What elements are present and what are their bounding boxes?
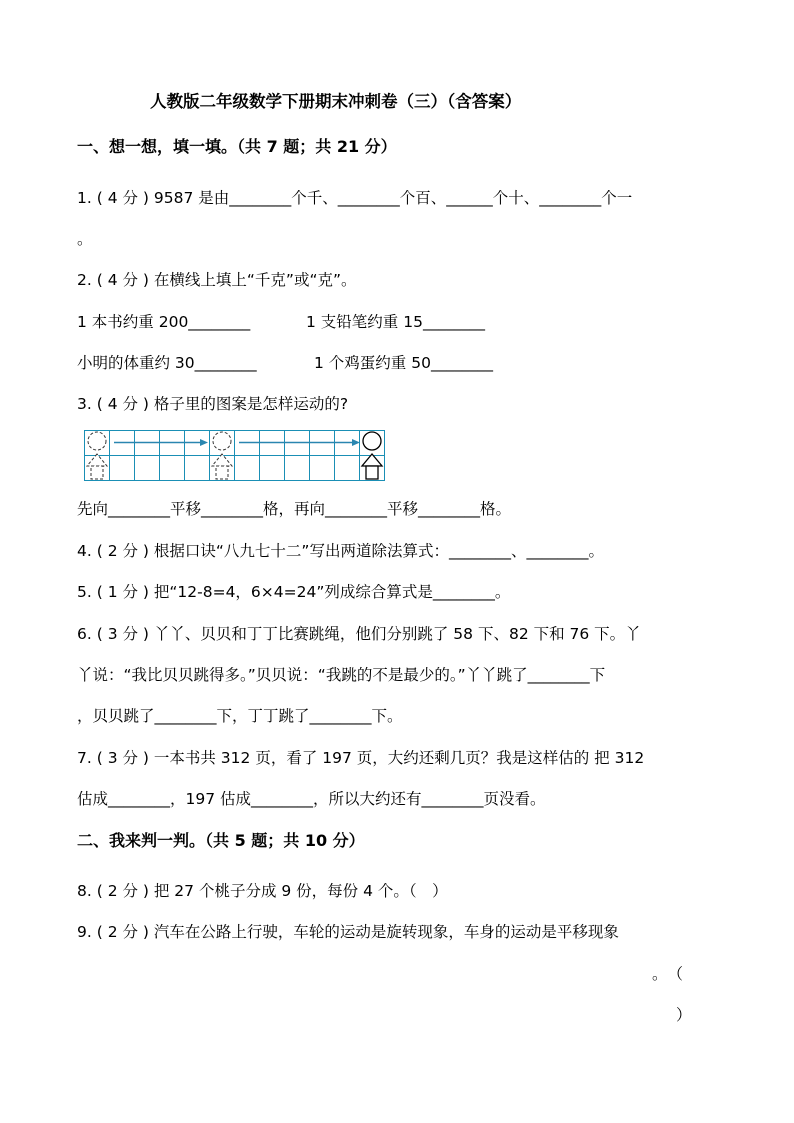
arrow-2-head <box>352 439 360 446</box>
question-9-line-1: 9. ( 2 分 ) 汽车在公路上行驶，车轮的运动是旋转现象，车身的运动是平移现象 <box>77 923 619 941</box>
page-title: 人教版二年级数学下册期末冲刺卷（三）（含答案） <box>150 92 522 111</box>
question-3-stem: 3. ( 4 分 ) 格子里的图案是怎样运动的? <box>77 395 349 413</box>
question-1-line-2: 。 <box>77 230 93 248</box>
question-9-line-2: 。 （ <box>652 965 684 983</box>
question-1-line-1: 1. ( 4 分 ) 9587 是由________个千、________个百、______个十、________个一 <box>77 189 633 207</box>
section-2-heading: 二、我来判一判。（共 5 题；共 10 分） <box>77 831 365 850</box>
question-8: 8. ( 2 分 ) 把 27 个桃子分成 9 份，每份 4 个。（ ） <box>77 882 448 900</box>
question-9-line-3: ） <box>676 1006 692 1024</box>
question-3-answer: 先向________平移________格，再向________平移________格。 <box>77 500 512 518</box>
question-2-item-b: 1 支铅笔约重 15________ <box>306 313 485 331</box>
grid-lines <box>84 430 385 481</box>
question-2-item-a: 1 本书约重 200________ <box>77 313 251 331</box>
movement-grid-figure <box>84 430 386 486</box>
question-6-line-1: 6. ( 3 分 ) 丫丫、贝贝和丁丁比赛跳绳，他们分别跳了 58 下、82 下和 76 下。丫 <box>77 625 641 643</box>
arrow-1-head <box>200 439 208 446</box>
question-6-line-2: 丫说：“我比贝贝跳得多。”贝贝说：“我跳的不是最少的。”丫丫跳了________下 <box>77 666 606 684</box>
section-1-heading: 一、想一想，填一填。（共 7 题；共 21 分） <box>77 137 397 156</box>
question-7-line-1: 7. ( 3 分 ) 一本书共 312 页，看了 197 页，大约还剩几页？我是这样估的 把 312 <box>77 749 645 767</box>
question-2-stem: 2. ( 4 分 ) 在横线上填上“千克”或“克”。 <box>77 271 357 289</box>
question-2-item-d: 1 个鸡蛋约重 50________ <box>314 354 493 372</box>
movement-grid-svg <box>84 430 386 482</box>
question-5: 5. ( 1 分 ) 把“12-8=4，6×4=24”列成综合算式是________。 <box>77 583 511 601</box>
question-2-item-c: 小明的体重约 30________ <box>77 354 257 372</box>
question-7-line-2: 估成________，197 估成________，所以大约还有________页没看。 <box>77 790 546 808</box>
question-4: 4. ( 2 分 ) 根据口诀“八九七十二”写出两道除法算式：________、________。 <box>77 542 604 560</box>
question-6-line-3: ，贝贝跳了________下，丁丁跳了________下。 <box>77 707 403 725</box>
